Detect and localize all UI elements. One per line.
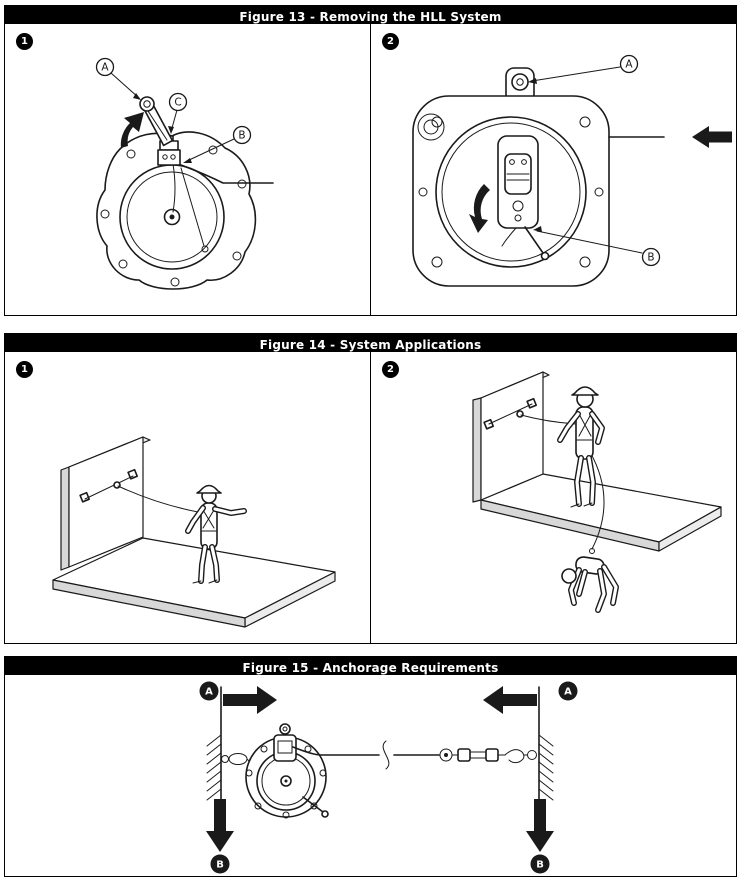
callout-c	[168, 94, 187, 135]
figure-14-panel-1	[5, 352, 370, 643]
left-wall-hatching	[207, 735, 221, 800]
turnbuckle-rods	[470, 752, 486, 758]
figure-13-panel-2	[370, 24, 736, 315]
left-anchorage-wall	[207, 687, 221, 800]
anchor-pin	[280, 724, 290, 734]
callout-a-label: A	[101, 61, 109, 74]
figure-15-box	[4, 656, 737, 877]
figure-13-box	[4, 5, 737, 316]
tension-arrow-right	[483, 686, 537, 714]
callout-b-label: B	[238, 129, 246, 142]
cable-anchor-right	[527, 399, 536, 408]
callout-a	[528, 56, 638, 85]
right-wall-hatching	[539, 735, 553, 800]
rod-hook	[322, 811, 328, 817]
figure-14-title-bar	[5, 334, 736, 352]
figure-13-body	[5, 24, 736, 315]
figure-15-title: Figure 15 - Anchorage Requirements	[242, 661, 499, 675]
worker-fallen-figure	[562, 549, 616, 611]
leading-edge-application-illustration	[371, 352, 736, 643]
figure-13-title: Figure 13 - Removing the HLL System	[239, 10, 502, 24]
callout-a-left	[200, 682, 219, 701]
callout-b-left-label: B	[216, 859, 224, 871]
cable-break-symbol	[383, 741, 389, 769]
cable-drum	[120, 165, 224, 269]
figure-13-title-bar	[5, 6, 736, 24]
tension-arrow-left	[223, 686, 277, 714]
hll-device-closed-illustration	[5, 24, 370, 315]
figure-13-panel-2-number-badge: 2	[382, 33, 399, 50]
figure-15-body	[5, 675, 736, 876]
figure-14-panel-2-number-badge: 2	[382, 361, 399, 378]
lever-eye	[140, 97, 154, 111]
right-anchorage-wall	[539, 687, 553, 800]
hard-hat	[572, 387, 598, 395]
figure-14-body	[5, 352, 736, 643]
callout-a-label: A	[625, 58, 633, 71]
callout-a-right	[559, 682, 578, 701]
shuttle-ring	[517, 411, 523, 417]
pull-direction-arrow	[692, 126, 732, 148]
wall-anchor-eye-right	[528, 751, 537, 760]
figure-14-box	[4, 333, 737, 644]
figure-14-title: Figure 14 - System Applications	[259, 338, 482, 352]
callout-a-left-label: A	[205, 686, 213, 698]
callout-a-right-label: A	[564, 686, 572, 698]
hll-device	[222, 724, 329, 818]
turnbuckle-right-body	[486, 749, 498, 761]
figure-14-panel-1-number-badge: 1	[16, 361, 33, 378]
load-arrow-left	[206, 799, 234, 852]
anchor-pin	[512, 74, 528, 90]
figure-15-title-bar	[5, 657, 736, 675]
fallen-head	[562, 569, 576, 583]
callout-b-left	[211, 855, 230, 874]
wall-application-illustration	[5, 352, 370, 643]
anchorage-requirements-illustration	[5, 675, 736, 876]
lifeline-cable-assembly	[293, 741, 537, 769]
hll-device-open-illustration	[371, 24, 736, 315]
turnbuckle-left-body	[458, 749, 470, 761]
tensioner-mechanism	[274, 735, 296, 761]
load-arrow-right	[526, 799, 554, 852]
snap-hook	[505, 750, 524, 763]
callout-b-label: B	[647, 251, 655, 264]
tensioner-body	[498, 136, 538, 228]
rod-hook	[542, 253, 549, 260]
shackle	[229, 754, 247, 765]
figure-14-panel-2	[370, 352, 736, 643]
figure-13-panel-1-number-badge: 1	[16, 33, 33, 50]
figure-13-panel-1	[5, 24, 370, 315]
callout-b-right-label: B	[536, 859, 544, 871]
figure-15-panel	[5, 675, 736, 876]
hard-hat	[197, 486, 221, 494]
wall-anchor-eye-left	[222, 756, 229, 763]
callout-b-right	[531, 855, 550, 874]
shuttle-ring	[114, 482, 120, 488]
callout-a	[97, 59, 142, 101]
callout-c-label: C	[174, 96, 182, 109]
